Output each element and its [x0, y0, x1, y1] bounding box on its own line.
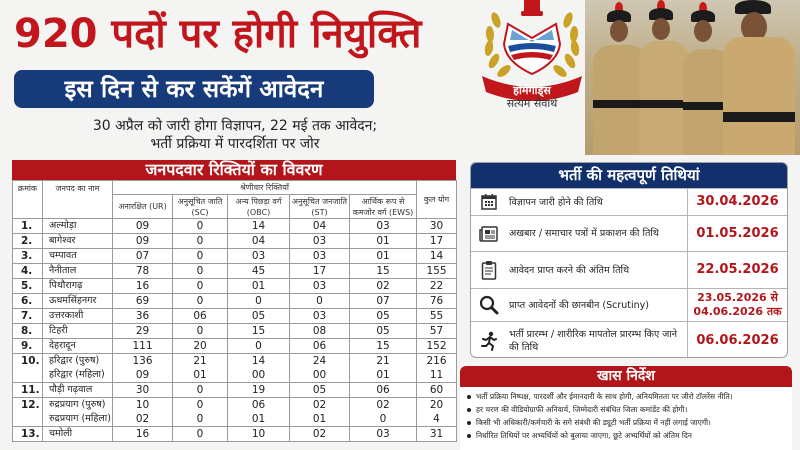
cell-obc: 19 — [228, 383, 290, 398]
date-value: 22.05.2026 — [687, 252, 787, 288]
cell-total: 31 — [417, 427, 457, 442]
cell-total: 20 — [417, 398, 457, 413]
cell-ur: 30 — [113, 383, 173, 398]
cell-total: 17 — [417, 234, 457, 249]
cell-serial: 5. — [13, 279, 43, 294]
cell-total: 4 — [417, 412, 457, 427]
cell-total: 22 — [417, 279, 457, 294]
runner-icon — [471, 322, 507, 358]
date-row-scrutiny — [471, 288, 787, 321]
logo-ribbon-text: होमगार्ड्स — [513, 84, 551, 97]
cell-total: 30 — [417, 219, 457, 234]
cell-obc: 0 — [228, 294, 290, 309]
cell-serial: 4. — [13, 264, 43, 279]
cell-obc: 10 — [228, 427, 290, 442]
cell-st: 24 — [290, 354, 350, 369]
cell-obc: 04 — [228, 234, 290, 249]
cell-serial: 10. — [13, 354, 43, 369]
cell-sc: 0 — [173, 234, 228, 249]
vacancy-table-title: जनपदवार रिक्तियों का विवरण — [12, 160, 456, 180]
table-row — [13, 309, 457, 324]
cell-st: 01 — [290, 412, 350, 427]
cell-st: 03 — [290, 234, 350, 249]
col-header-district: जनपद का नाम — [43, 181, 113, 219]
special-directions-panel — [460, 366, 792, 450]
cell-obc: 14 — [228, 354, 290, 369]
cell-serial: 13. — [13, 427, 43, 442]
cell-total: 216 — [417, 354, 457, 369]
cell-st: 03 — [290, 309, 350, 324]
cell-district: अल्मोड़ा — [43, 219, 113, 234]
cell-total: 57 — [417, 324, 457, 339]
cell-serial: 12. — [13, 398, 43, 413]
cell-sc: 0 — [173, 383, 228, 398]
cell-st: 04 — [290, 219, 350, 234]
clipboard-icon — [471, 252, 507, 288]
cell-serial: 3. — [13, 249, 43, 264]
col-header-ur: अनारक्षित (UR) — [113, 195, 173, 219]
table-row — [13, 368, 457, 383]
cell-sc: 20 — [173, 339, 228, 354]
cell-st: 06 — [290, 339, 350, 354]
col-header-obc: अन्य पिछड़ा वर्ग (OBC) — [228, 195, 290, 219]
cell-sc: 0 — [173, 219, 228, 234]
cell-serial: 6. — [13, 294, 43, 309]
cell-sc: 21 — [173, 354, 228, 369]
cell-district: रुद्रप्रयाग (पुरुष) — [43, 398, 113, 413]
table-row — [13, 324, 457, 339]
cell-ews: 02 — [350, 398, 417, 413]
direction-item: निर्धारित तिथियों पर अभ्यर्थियों को बुलाया जाएगा, छूटे अभ्यर्थियों को अंतिम दिन — [466, 429, 788, 442]
cell-ur: 09 — [113, 368, 173, 383]
date-row-advertisement — [471, 188, 787, 215]
cell-sc: 0 — [173, 398, 228, 413]
date-label: अखबार / समाचार पत्रों में प्रकाशन की तिथि — [509, 228, 659, 239]
date-label: भर्ती प्रारम्भ / शारीरिक मापतोल प्रारम्भ किए जाने की तिथि — [509, 328, 678, 353]
date-label: प्राप्त आवेदनों की छानबीन (Scrutiny) — [509, 299, 649, 311]
date-row-recruitment-start — [471, 321, 787, 358]
cell-st: 03 — [290, 249, 350, 264]
cell-ur: 36 — [113, 309, 173, 324]
cell-obc: 06 — [228, 398, 290, 413]
cell-obc: 15 — [228, 324, 290, 339]
table-row — [13, 294, 457, 309]
cell-sc: 0 — [173, 294, 228, 309]
cell-ews: 15 — [350, 339, 417, 354]
cell-total: 76 — [417, 294, 457, 309]
cell-serial — [13, 412, 43, 427]
cell-ews: 06 — [350, 383, 417, 398]
cell-ews: 02 — [350, 279, 417, 294]
cell-ews: 0 — [350, 412, 417, 427]
table-row — [13, 339, 457, 354]
cell-district: चम्पावत — [43, 249, 113, 264]
cell-total: 11 — [417, 368, 457, 383]
date-label: आवेदन प्राप्त करने की अंतिम तिथि — [509, 264, 630, 276]
cell-sc: 01 — [173, 368, 228, 383]
cell-ews: 15 — [350, 264, 417, 279]
col-header-ews: आर्थिक रूप से कमजोर वर्ग (EWS) — [350, 195, 417, 219]
cell-st: 05 — [290, 383, 350, 398]
date-value: 06.06.2026 — [687, 322, 787, 358]
cell-district: चमोली — [43, 427, 113, 442]
cell-obc: 01 — [228, 412, 290, 427]
cell-serial: 2. — [13, 234, 43, 249]
table-row — [13, 249, 457, 264]
cell-ews: 03 — [350, 427, 417, 442]
cell-total: 152 — [417, 339, 457, 354]
cell-sc: 06 — [173, 309, 228, 324]
directions-list — [460, 387, 792, 442]
cell-obc: 45 — [228, 264, 290, 279]
date-row-last-date — [471, 251, 787, 288]
cell-total: 55 — [417, 309, 457, 324]
cell-total: 14 — [417, 249, 457, 264]
table-row — [13, 427, 457, 442]
cell-ur: 69 — [113, 294, 173, 309]
cell-st: 17 — [290, 264, 350, 279]
cell-serial: 8. — [13, 324, 43, 339]
table-row — [13, 279, 457, 294]
table-row — [13, 383, 457, 398]
col-header-serial: क्रमांक — [13, 181, 43, 219]
cell-obc: 0 — [228, 339, 290, 354]
cell-serial — [13, 368, 43, 383]
subheadline-line-1: 30 अप्रैल को जारी होगा विज्ञापन, 22 मई तक आवेदन; — [92, 118, 378, 134]
cell-st: 00 — [290, 368, 350, 383]
cell-sc: 0 — [173, 427, 228, 442]
date-value: 30.04.2026 — [687, 189, 787, 215]
cell-ews: 03 — [350, 219, 417, 234]
cell-serial: 11. — [13, 383, 43, 398]
cell-serial: 7. — [13, 309, 43, 324]
marching-homeguards-photo — [585, 0, 800, 155]
cell-ews: 01 — [350, 368, 417, 383]
cell-ur: 09 — [113, 219, 173, 234]
calendar-icon — [471, 189, 507, 215]
cell-obc: 00 — [228, 368, 290, 383]
table-row — [13, 412, 457, 427]
cell-st: 0 — [290, 294, 350, 309]
date-label: विज्ञापन जारी होने की तिथि — [509, 196, 603, 208]
district-vacancy-table — [12, 160, 456, 442]
cell-district: नैनीताल — [43, 264, 113, 279]
date-row-newspaper — [471, 215, 787, 251]
cell-ews: 01 — [350, 249, 417, 264]
col-header-sc: अनुसूचित जाति (SC) — [173, 195, 228, 219]
cell-total: 60 — [417, 383, 457, 398]
cell-serial: 1. — [13, 219, 43, 234]
table-row — [13, 398, 457, 413]
table-row — [13, 219, 457, 234]
direction-item: हर चरण की वीडियोग्राफी अनिवार्य, जिम्मेदारी संबंधित जिला कमांडेंट की होगी। — [466, 403, 788, 416]
cell-ur: 111 — [113, 339, 173, 354]
cell-sc: 0 — [173, 249, 228, 264]
important-dates-title: भर्ती की महत्वपूर्ण तिथियां — [471, 163, 787, 188]
cell-ur: 16 — [113, 427, 173, 442]
sub-banner: इस दिन से कर सकेंगें आवेदन — [14, 70, 374, 108]
subheadline-line-2: भर्ती प्रक्रिया में पारदर्शिता पर जोर — [150, 136, 320, 152]
cell-sc: 0 — [173, 324, 228, 339]
col-header-total: कुल योग — [417, 181, 457, 219]
cell-district: टिहरी — [43, 324, 113, 339]
cell-sc: 0 — [173, 279, 228, 294]
date-value: 23.05.2026 से 04.06.2026 तक — [687, 289, 787, 321]
cell-ur: 16 — [113, 279, 173, 294]
cell-st: 08 — [290, 324, 350, 339]
cell-ews: 05 — [350, 324, 417, 339]
table-row — [13, 264, 457, 279]
cell-ur: 10 — [113, 398, 173, 413]
cell-obc: 01 — [228, 279, 290, 294]
cell-district: देहरादून — [43, 339, 113, 354]
cell-obc: 05 — [228, 309, 290, 324]
cell-district: पिथौरागढ़ — [43, 279, 113, 294]
cell-total: 155 — [417, 264, 457, 279]
cell-district: हरिद्वार (पुरुष) — [43, 354, 113, 369]
cell-st: 03 — [290, 279, 350, 294]
cell-st: 02 — [290, 427, 350, 442]
cell-ur: 07 — [113, 249, 173, 264]
cell-ews: 01 — [350, 234, 417, 249]
important-dates-panel — [470, 162, 788, 358]
cell-obc: 14 — [228, 219, 290, 234]
newspaper-icon — [471, 216, 507, 251]
logo-motto: सत्यम सेवार्थ — [506, 97, 558, 110]
date-value: 01.05.2026 — [687, 216, 787, 251]
cell-district: रुद्रप्रयाग (महिला) — [43, 412, 113, 427]
cell-ur: 02 — [113, 412, 173, 427]
col-header-category-group: श्रेणीवार रिक्तियाँ — [113, 181, 417, 195]
col-header-st: अनुसूचित जनजाति (ST) — [290, 195, 350, 219]
direction-item: भर्ती प्रक्रिया निष्पक्ष, पारदर्शी और ईमानदारी के साथ होगी, अनियमितता पर जीरो टॉलरेंस नीति। — [466, 390, 788, 403]
cell-ews: 07 — [350, 294, 417, 309]
cell-st: 02 — [290, 398, 350, 413]
page-headline: 920 पदों पर होगी नियुक्ति — [14, 11, 422, 57]
cell-sc: 0 — [173, 412, 228, 427]
cell-district: ऊधमसिंहनगर — [43, 294, 113, 309]
cell-ews: 21 — [350, 354, 417, 369]
directions-title: खास निर्देश — [460, 366, 792, 387]
cell-district: बागेश्वर — [43, 234, 113, 249]
cell-ews: 05 — [350, 309, 417, 324]
cell-district: पौड़ी गढ़वाल — [43, 383, 113, 398]
cell-ur: 136 — [113, 354, 173, 369]
cell-ur: 09 — [113, 234, 173, 249]
cell-district: हरिद्वार (महिला) — [43, 368, 113, 383]
table-row — [13, 234, 457, 249]
cell-ur: 78 — [113, 264, 173, 279]
direction-item: किसी भी अधिकारी/कर्मचारी के सगे संबंधी की ड्यूटी भर्ती प्रक्रिया में नहीं लगाई जाएगी। — [466, 416, 788, 429]
cell-district: उत्तरकाशी — [43, 309, 113, 324]
magnifier-icon — [471, 289, 507, 321]
cell-obc: 03 — [228, 249, 290, 264]
cell-sc: 0 — [173, 264, 228, 279]
cell-ur: 29 — [113, 324, 173, 339]
table-row — [13, 354, 457, 369]
cell-serial: 9. — [13, 339, 43, 354]
